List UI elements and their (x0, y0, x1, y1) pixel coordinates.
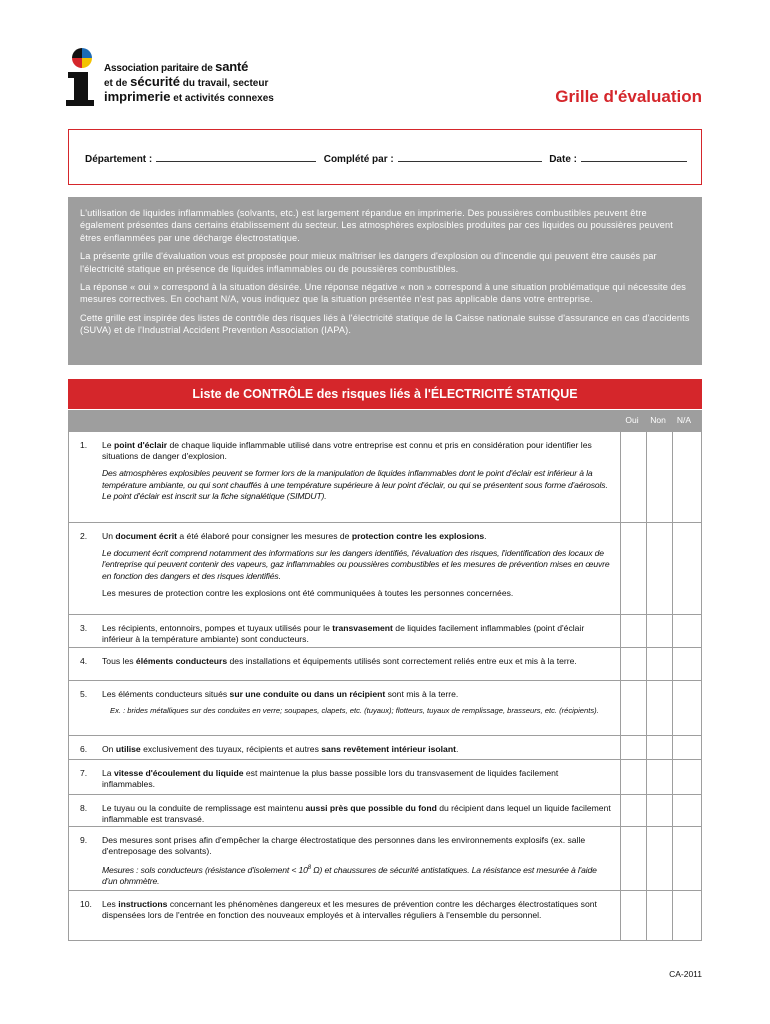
item-text: Le tuyau ou la conduite de remplissage est maintenu aussi près que possible du fond du récipient dans lequel un liquide facilement inflammable est transvasé. (102, 803, 611, 825)
table-row (69, 680, 701, 735)
answer-na-checkbox[interactable] (672, 615, 699, 647)
logo-line-2: et de sécurité du travail, secteur (104, 74, 269, 89)
logo-mark (62, 44, 102, 114)
answer-no-checkbox[interactable] (646, 523, 673, 614)
intro-panel (68, 197, 702, 365)
item-text: Le point d'éclair de chaque liquide inflammable utilisé dans votre entreprise est connu et pris en considération pour identifier les situations de danger d'explosion. (102, 440, 592, 462)
item-text: Les mesures de protection contre les explosions ont été communiquées à toutes les personnes concernées. (102, 587, 514, 598)
item-number: 2. (80, 531, 88, 541)
item-text: Les instructions concernant les phénomènes dangereux et les mesures de prévention contre les décharges électrostatiques sont dispensées lors de l'entrée en fonction des nouveaux employés et à intervalles réguliers à l'ensemble du personnel. (102, 899, 597, 921)
table-row (69, 759, 701, 794)
table-row (69, 614, 701, 647)
completed-by-field[interactable] (324, 152, 542, 165)
item-number: 7. (80, 768, 88, 778)
column-na: N/A (676, 415, 692, 425)
header-form (68, 129, 702, 185)
item-number: 3. (80, 623, 88, 633)
answer-yes-checkbox[interactable] (620, 523, 647, 614)
answer-yes-checkbox[interactable] (620, 891, 647, 940)
answer-yes-checkbox[interactable] (620, 736, 647, 759)
document-code: CA-2011 (669, 969, 702, 979)
checklist-table (68, 431, 702, 941)
answer-no-checkbox[interactable] (646, 760, 673, 794)
answer-na-checkbox[interactable] (672, 760, 699, 794)
answer-no-checkbox[interactable] (646, 615, 673, 647)
item-example: Ex. : brides métalliques sur des conduites en verre; soupapes, clapets, etc. (tuyaux); flotteurs, tuyaux de remplissage, brasseurs, etc. (récipients). (110, 706, 599, 716)
logo-line-3: imprimerie et activités connexes (104, 89, 274, 104)
answer-na-checkbox[interactable] (672, 795, 699, 826)
item-text: La vitesse d'écoulement du liquide est maintenue la plus basse possible lors du transvasement de liquides facilement inflammables. (102, 768, 559, 790)
table-row (69, 890, 701, 940)
item-number: 9. (80, 835, 88, 845)
table-row (69, 794, 701, 826)
answer-yes-checkbox[interactable] (620, 795, 647, 826)
table-row (69, 735, 701, 759)
item-note: Des atmosphères explosibles peuvent se former lors de la manipulation de liquides inflammables dont le point d'éclair est inférieur à la température ambiante, ou qui sont chauffés à une température supérieure à leur point d'éclair, ou qui se présentent sous forme d'aérosols. Le point d'éclair est inscrit sur la fiche signalétique (SIMDUT). (102, 468, 608, 501)
answer-yes-checkbox[interactable] (620, 760, 647, 794)
answer-yes-checkbox[interactable] (620, 432, 647, 522)
intro-paragraph: Cette grille est inspirée des listes de contrôle des risques liés à l'électricité statique de la Caisse nationale suisse d'assurance en cas d'accidents (SUVA) et de l'Industrial Accident Prevention Association (IAPA). (80, 312, 690, 336)
table-row (69, 647, 701, 680)
intro-paragraph: La présente grille d'évaluation vous est proposée pour mieux maîtriser les dangers d'explosion ou d'incendie qui peuvent être causés par l'électricité statique en présence de liquides inflammables ou de poussières combustibles. (80, 251, 657, 274)
answer-na-checkbox[interactable] (672, 891, 699, 940)
answer-yes-checkbox[interactable] (620, 827, 647, 890)
item-number: 8. (80, 803, 88, 813)
item-text: Les éléments conducteurs situés sur une conduite ou dans un récipient sont mis à la terre. (102, 689, 459, 699)
answer-no-checkbox[interactable] (646, 827, 673, 890)
item-number: 4. (80, 656, 88, 666)
column-yes: Oui (625, 415, 639, 425)
item-text: Tous les éléments conducteurs des installations et équipements utilisés sont correctement reliés entre eux et mis à la terre. (102, 656, 577, 666)
intro-paragraph: La réponse « oui » correspond à la situation désirée. Une réponse négative « non » correspond à une situation problématique qui nécessite des mesures correctives. En cochant N/A, vous indiquez que la situation présentée n'est pas applicable dans votre entreprise. (80, 282, 686, 305)
completed-by-input-line[interactable] (398, 152, 542, 162)
department-field[interactable] (85, 152, 316, 165)
answer-no-checkbox[interactable] (646, 681, 673, 735)
department-label: Département : (85, 154, 153, 165)
answer-yes-checkbox[interactable] (620, 681, 647, 735)
answer-na-checkbox[interactable] (672, 432, 699, 522)
column-no: Non (650, 415, 666, 425)
answer-no-checkbox[interactable] (646, 432, 673, 522)
answer-no-checkbox[interactable] (646, 648, 673, 680)
item-note: Mesures : sols conducteurs (résistance d'isolement < $10^8$ Ω) et chaussures de sécurité antistatiques. La résistance est mesurée à l'aide d'un ohmmètre. (102, 865, 597, 887)
item-text: On utilise exclusivement des tuyaux, récipients et autres sans revêtement intérieur isolant. (102, 744, 459, 754)
item-text: Les récipients, entonnoirs, pompes et tuyaux utilisés pour le transvasement de liquides facilement inflammables (point d'éclair inférieur à la température ambiante) sont conducteurs. (102, 623, 585, 645)
date-label: Date : (549, 154, 577, 165)
checklist-title: Liste de CONTRÔLE des risques liés à l'ÉLECTRICITÉ STATIQUE (68, 379, 702, 409)
item-number: 10. (80, 899, 92, 909)
logo-line-1: Association paritaire de santé (104, 59, 249, 74)
item-number: 6. (80, 744, 88, 754)
date-field[interactable] (549, 152, 687, 165)
answer-na-checkbox[interactable] (672, 681, 699, 735)
answer-na-checkbox[interactable] (672, 523, 699, 614)
answer-na-checkbox[interactable] (672, 736, 699, 759)
answer-no-checkbox[interactable] (646, 736, 673, 759)
answer-na-checkbox[interactable] (672, 648, 699, 680)
answer-no-checkbox[interactable] (646, 891, 673, 940)
item-text: Un document écrit a été élaboré pour consigner les mesures de protection contre les explosions. (102, 531, 487, 541)
answer-yes-checkbox[interactable] (620, 648, 647, 680)
table-row (69, 826, 701, 890)
column-headers (68, 410, 702, 431)
document-title: Grille d'évaluation (555, 87, 702, 106)
item-number: 1. (80, 440, 88, 450)
item-note: Le document écrit comprend notamment des informations sur les dangers identifiés, l'évaluation des risques, l'identification des locaux de l'entreprise qui peuvent contenir des vapeurs, gaz inflammables ou poussières combustibles et les mesures de prévention mises en œuvre en fonction des dangers et des risques identifiés. (102, 548, 610, 581)
answer-no-checkbox[interactable] (646, 795, 673, 826)
item-text: Des mesures sont prises afin d'empêcher la charge électrostatique des personnes dans les environnements explosifs (ex. salle d'entreposage des solvants). (102, 835, 586, 857)
date-input-line[interactable] (581, 152, 687, 162)
table-row (69, 522, 701, 614)
completed-by-label: Complété par : (323, 154, 394, 165)
department-input-line[interactable] (156, 152, 316, 162)
answer-yes-checkbox[interactable] (620, 615, 647, 647)
answer-na-checkbox[interactable] (672, 827, 699, 890)
table-row (69, 431, 701, 522)
item-number: 5. (80, 689, 88, 699)
intro-paragraph: L'utilisation de liquides inflammables (solvants, etc.) est largement répandue en imprimerie. Des poussières combustibles peuvent être également présentes dans certains établissement du secteur. Les atmosphères explosibles produites par ces liquides ou poussières peuvent êtres enflammées par une décharge électrostatique. (80, 208, 673, 243)
organization-logo (62, 44, 274, 114)
